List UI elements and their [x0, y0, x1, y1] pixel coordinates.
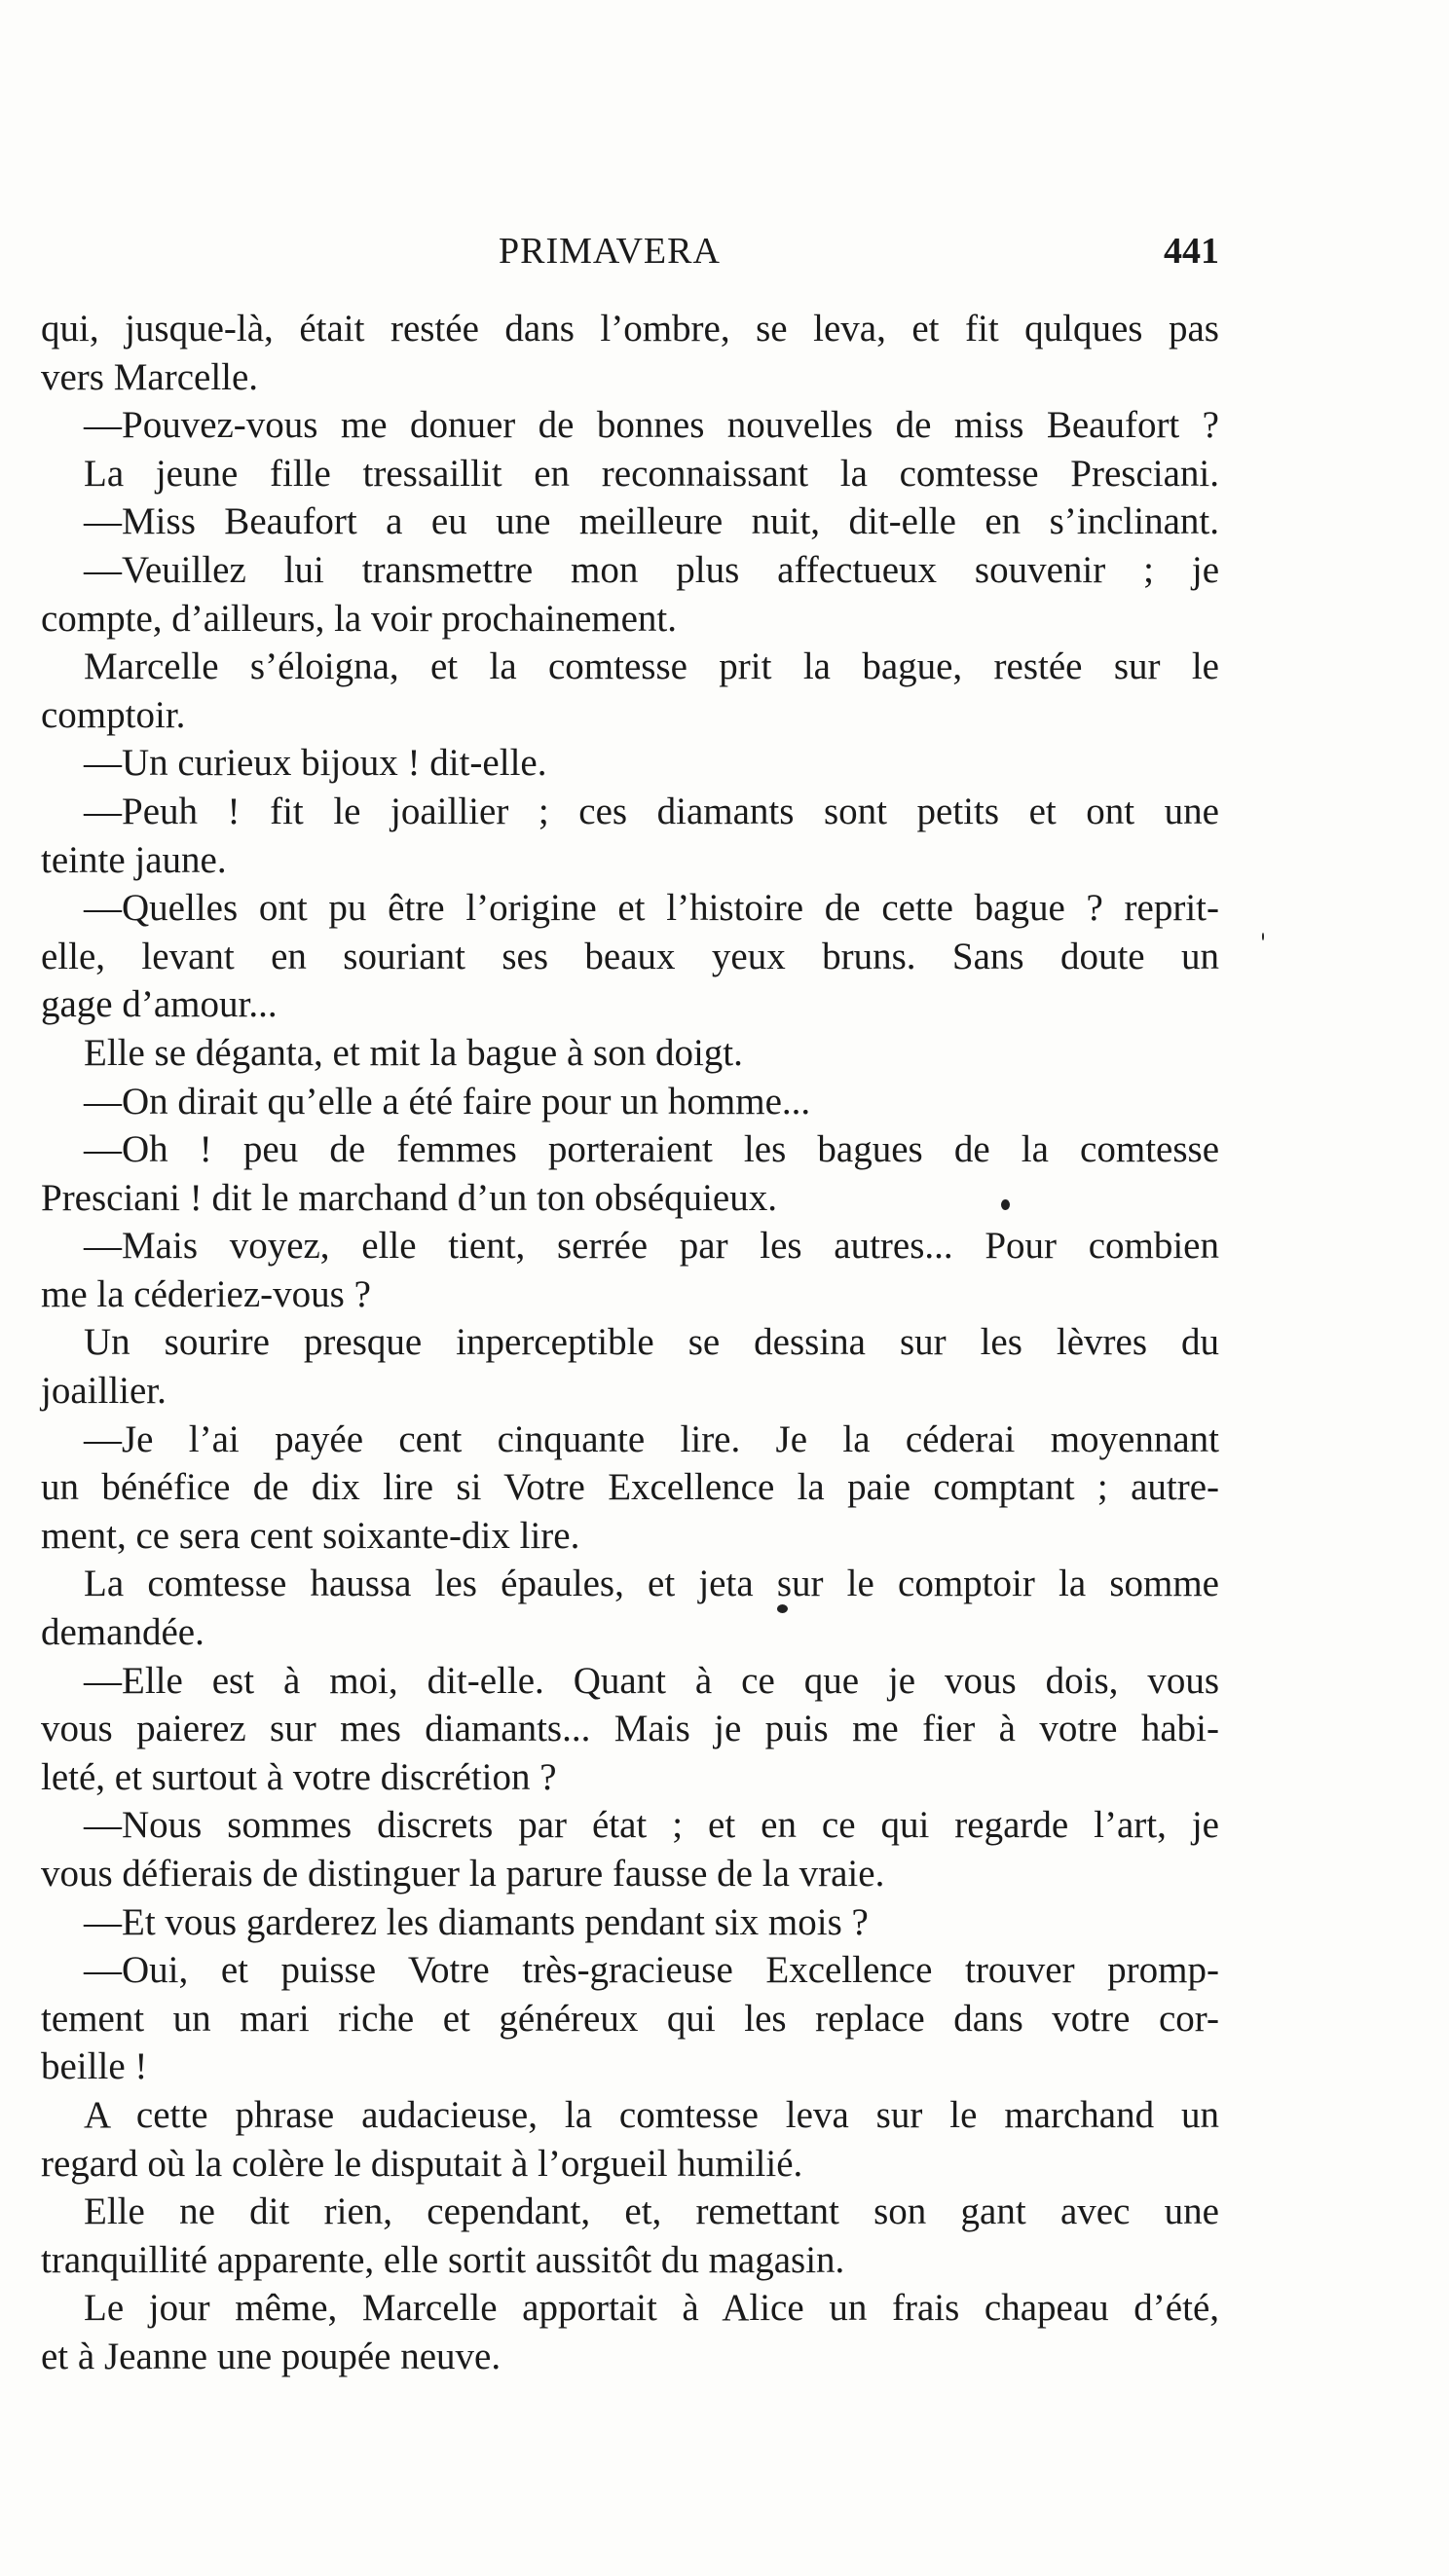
text-line: un bénéfice de dix lire si Votre Excellence la paie comptant ; autre-	[41, 1466, 1219, 1509]
text-line: Elle ne dit rien, cependant, et, remettant son gant avec une	[84, 2190, 1219, 2233]
text-line: compte, d’ailleurs, la voir prochainement.	[41, 597, 678, 640]
text-line: gage d’amour...	[41, 983, 278, 1026]
text-line: tranquillité apparente, elle sortit aussitôt du magasin.	[41, 2238, 845, 2281]
text-line: —On dirait qu’elle a été faire pour un homme...	[84, 1080, 811, 1122]
text-line: —Peuh ! fit le joaillier ; ces diamants sont petits et ont une	[84, 790, 1219, 832]
text-line: Le jour même, Marcelle apportait à Alice un frais chapeau d’été,	[84, 2287, 1219, 2330]
text-line: teinte jaune.	[41, 838, 227, 881]
text-line: Un sourire presque inperceptible se dessina sur les lèvres du	[84, 1321, 1219, 1364]
text-line: —Quelles ont pu être l’origine et l’histoire de cette bague ? reprit-	[84, 887, 1219, 930]
text-line: —Elle est à moi, dit-elle. Quant à ce que je vous dois, vous	[84, 1659, 1219, 1702]
text-line: qui, jusque-là, était restée dans l’ombre, se leva, et fit qulques pas	[41, 308, 1219, 350]
text-line: elle, levant en souriant ses beaux yeux bruns. Sans doute un	[41, 935, 1219, 977]
text-line: —Veuillez lui transmettre mon plus affectueux souvenir ; je	[84, 548, 1219, 591]
text-line: vous défierais de distinguer la parure fausse de la vraie.	[41, 1853, 885, 1895]
text-line: beille !	[41, 2045, 148, 2088]
body-text	[41, 305, 1219, 2381]
text-line: et à Jeanne une poupée neuve.	[41, 2335, 502, 2377]
text-line: —Et vous garderez les diamants pendant six mois ?	[84, 1900, 869, 1943]
text-line: —Je l’ai payée cent cinquante lire. Je la céderai moyennant	[84, 1417, 1219, 1460]
text-line: —Oui, et puisse Votre très-gracieuse Excellence trouver promp-	[84, 1949, 1219, 1992]
text-line: ment, ce sera cent soixante-dix lire.	[41, 1514, 580, 1557]
running-header	[80, 222, 1219, 280]
text-line: A cette phrase audacieuse, la comtesse leva sur le marchand un	[84, 2093, 1219, 2136]
text-line: Presciani ! dit le marchand d’un ton obséquieux.	[41, 1176, 777, 1219]
text-line: joaillier.	[41, 1370, 167, 1413]
text-line: —Mais voyez, elle tient, serrée par les autres... Pour combien	[84, 1225, 1219, 1268]
text-line: me la céderiez-vous ?	[41, 1272, 371, 1315]
text-line: demandée.	[41, 1611, 204, 1654]
running-title: PRIMAVERA	[499, 231, 721, 272]
text-line: —Miss Beaufort a eu une meilleure nuit, dit-elle en s’inclinant.	[84, 500, 1219, 543]
text-line: La comtesse haussa les épaules, et jeta sur le comptoir la somme	[84, 1563, 1219, 1605]
text-line: vous paierez sur mes diamants... Mais je puis me fier à votre habi-	[41, 1708, 1219, 1750]
text-line: —Oh ! peu de femmes porteraient les bagues de la comtesse	[84, 1128, 1219, 1171]
text-line: —Nous sommes discrets par état ; et en ce qui regarde l’art, je	[84, 1804, 1219, 1847]
print-speck	[777, 1604, 788, 1613]
text-line: —Un curieux bijoux ! dit-elle.	[84, 742, 547, 785]
text-line: Marcelle s’éloigna, et la comtesse prit la bague, restée sur le	[84, 645, 1219, 688]
page-number: 441	[1164, 231, 1219, 272]
print-speck	[1262, 933, 1264, 940]
text-line: regard où la colère le disputait à l’orgueil humilié.	[41, 2142, 803, 2185]
text-line: leté, et surtout à votre discrétion ?	[41, 1755, 557, 1798]
text-line: Elle se déganta, et mit la bague à son doigt.	[84, 1031, 743, 1074]
print-speck	[1001, 1199, 1010, 1210]
text-line: comptoir.	[41, 693, 186, 736]
text-line: —Pouvez-vous me donuer de bonnes nouvelles de miss Beaufort ?	[84, 404, 1219, 447]
text-line: vers Marcelle.	[41, 355, 259, 398]
text-line: tement un mari riche et généreux qui les replace dans votre cor-	[41, 1997, 1219, 2040]
text-line: La jeune fille tressaillit en reconnaissant la comtesse Presciani.	[84, 452, 1219, 495]
